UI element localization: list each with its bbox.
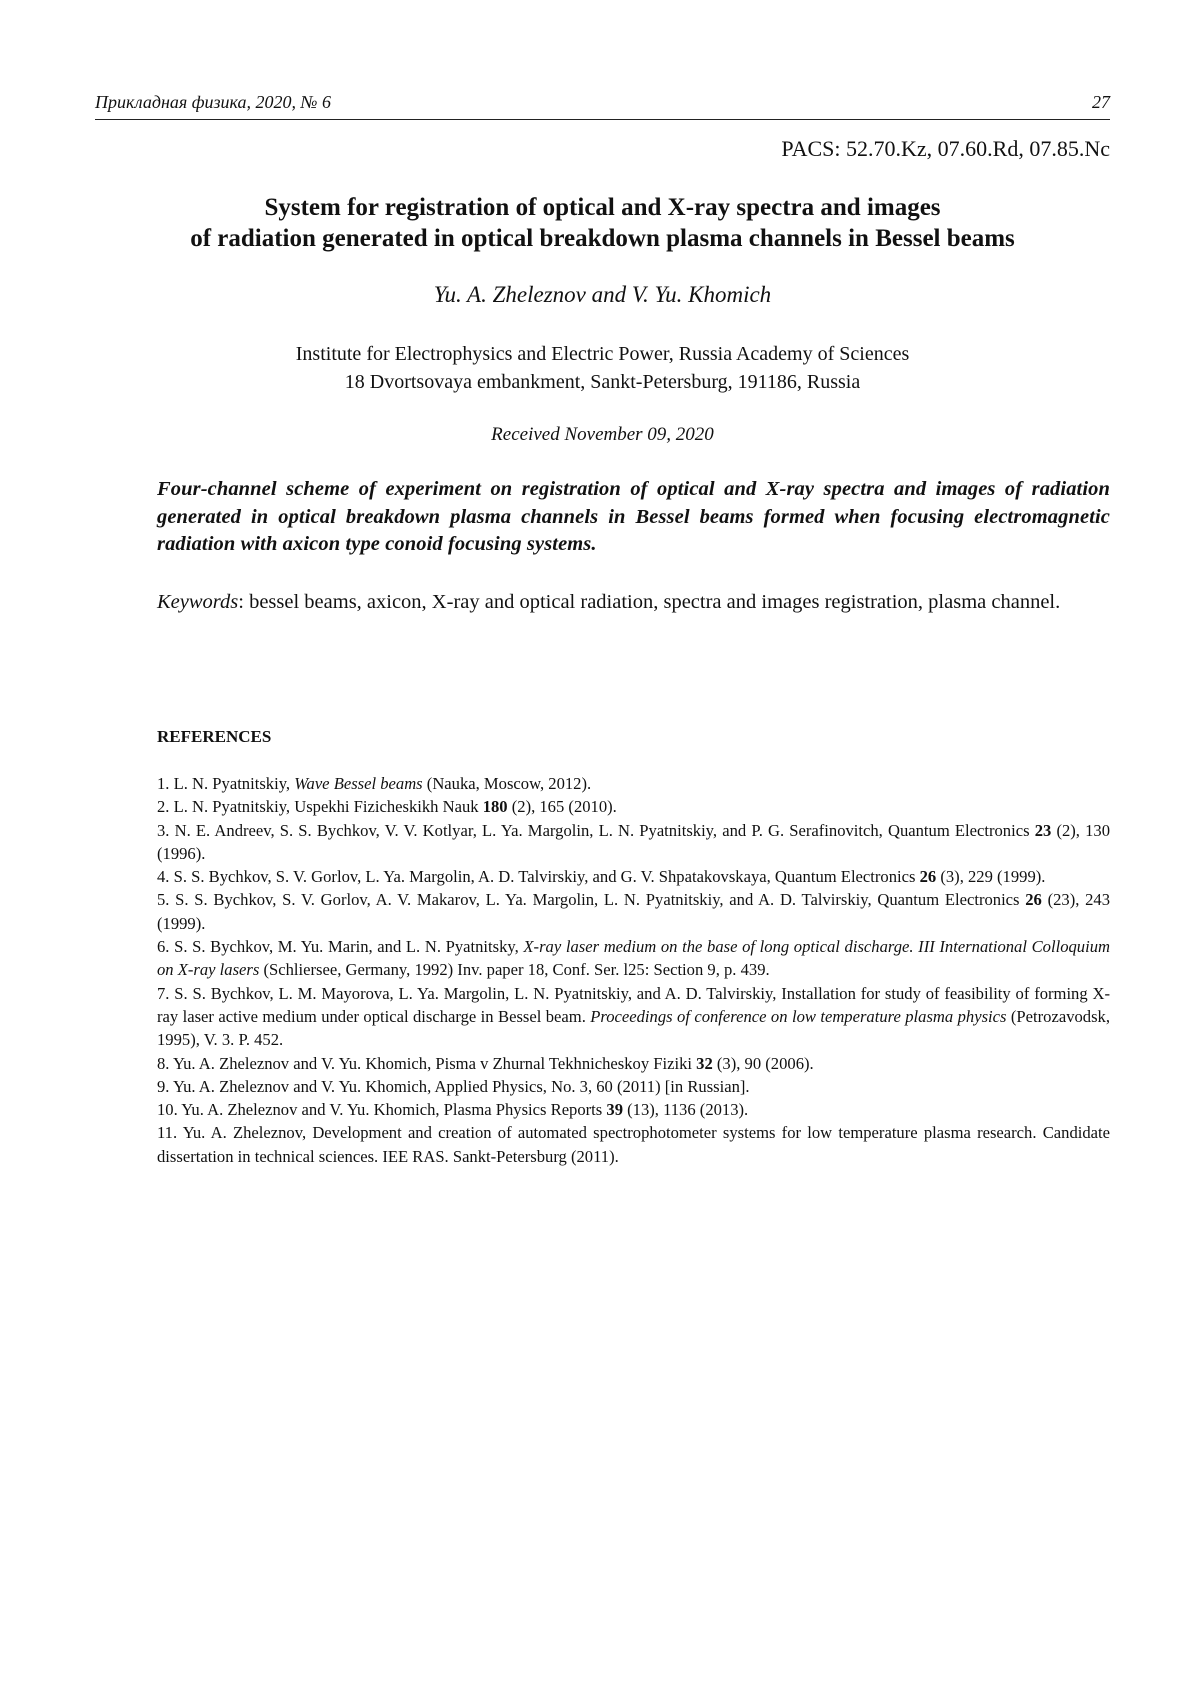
ref-text: (Petrozavodsk, 1995), V. 3. P. 452. — [157, 1006, 1110, 1050]
ref-italic: Wave Bessel beams — [294, 774, 423, 793]
title-line-1: System for registration of optical and X-ray spectra and images — [264, 194, 941, 221]
ref-text: 2. L. N. Pyatnitskiy, Uspekhi Fizicheskikh Nauk — [157, 797, 483, 817]
keywords-text: : bessel beams, axicon, X-ray and optical radiation, spectra and images registration, plasma channel. — [238, 591, 1061, 613]
keywords — [157, 588, 1110, 617]
ref-text: (2), 130 (1996). — [157, 820, 1110, 863]
ref-text: (13), 1136 (2013). — [622, 1100, 749, 1120]
ref-text: 1. L. N. Pyatnitskiy, — [157, 774, 295, 793]
references-heading: REFERENCES — [157, 727, 272, 746]
journal-name: Прикладная физика, 2020, № 6 — [95, 92, 331, 112]
ref-volume: 26 — [1025, 890, 1042, 910]
ref-text: (3), 90 (2006). — [712, 1053, 814, 1073]
reference-item — [157, 865, 1110, 888]
pacs-codes: PACS: 52.70.Kz, 07.60.Rd, 07.85.Nc — [781, 136, 1110, 161]
paper-title — [95, 192, 1110, 254]
reference-item — [157, 1098, 1110, 1121]
ref-text: (2), 165 (2010). — [507, 797, 617, 817]
authors: Yu. A. Zheleznov and V. Yu. Khomich — [433, 282, 772, 307]
ref-text: 10. Yu. A. Zheleznov and V. Yu. Khomich, Plasma Physics Reports — [157, 1100, 607, 1120]
reference-item — [157, 772, 1110, 795]
reference-item — [157, 888, 1110, 935]
ref-volume: 26 — [919, 867, 937, 887]
keywords-label: Keywords — [157, 591, 239, 613]
abstract: Four-channel scheme of experiment on registration of optical and X-ray spectra and images of radiation generated in optical breakdown plasma channels in Bessel beams formed when focusing electromagnetic radiation with axicon type conoid focusing systems. — [157, 478, 1110, 555]
ref-italic: Proceedings of conference on low temperature plasma physics — [590, 1006, 1007, 1026]
ref-text: 7. S. S. Bychkov, L. M. Mayorova, L. Ya. Margolin, L. N. Pyatnitskiy, and A. D. Talvirskiy, Installation for study of feasibility of forming X-ray laser active medium under optical discharge in Bessel beam. — [157, 983, 1110, 1026]
affiliation-line-1: Institute for Electrophysics and Electric Power, Russia Academy of Sciences — [295, 343, 910, 365]
reference-item — [157, 795, 1110, 818]
ref-volume: 39 — [606, 1100, 623, 1120]
ref-text: (23), 243 (1999). — [157, 890, 1111, 933]
reference-item — [157, 1121, 1110, 1168]
reference-item — [157, 982, 1110, 1052]
reference-item — [157, 819, 1110, 866]
ref-volume: 180 — [482, 797, 508, 817]
title-line-2: of radiation generated in optical breakdown plasma channels in Bessel beams — [190, 225, 1015, 252]
ref-text: 8. Yu. A. Zheleznov and V. Yu. Khomich, Pisma v Zhurnal Tekhnicheskoy Fiziki — [157, 1053, 697, 1073]
ref-text: 9. Yu. A. Zheleznov and V. Yu. Khomich, Applied Physics, No. 3, 60 (2011) [in Russian]. — [157, 1076, 750, 1096]
ref-text: (Nauka, Moscow, 2012). — [422, 774, 592, 793]
affiliation — [95, 340, 1110, 396]
running-header — [95, 92, 1110, 120]
ref-volume: 23 — [1034, 820, 1052, 840]
affiliation-line-2: 18 Dvortsovaya embankment, Sankt-Petersburg, 191186, Russia — [344, 371, 861, 393]
reference-item — [157, 1052, 1110, 1075]
ref-text: 11. Yu. A. Zheleznov, Development and creation of automated spectrophotometer systems for low temperature plasma research. Candidate dissertation in technical sciences. IEE RAS. Sankt-Petersburg (2011). — [157, 1123, 1110, 1166]
references-list — [157, 772, 1110, 1168]
reference-item — [157, 935, 1110, 982]
page-number: 27 — [1092, 92, 1110, 112]
ref-text: (3), 229 (1999). — [936, 867, 1046, 887]
ref-volume: 32 — [696, 1053, 713, 1073]
ref-text: 6. S. S. Bychkov, M. Yu. Marin, and L. N. Pyatnitsky, — [157, 937, 524, 957]
ref-text: 4. S. S. Bychkov, S. V. Gorlov, L. Ya. Margolin, A. D. Talvirskiy, and G. V. Shpatakovskaya, Quantum Electronics — [157, 867, 920, 887]
reference-item — [157, 1075, 1110, 1098]
ref-italic: X-ray laser medium on the base of long optical discharge. III International Colloquium on X-ray lasers — [157, 937, 1110, 980]
ref-text: 5. S. S. Bychkov, S. V. Gorlov, A. V. Makarov, L. Ya. Margolin, L. N. Pyatnitskiy, and A. D. Talvirskiy, Quantum Electronics — [157, 890, 1026, 910]
received-date: Received November 09, 2020 — [491, 424, 714, 445]
ref-text: (Schliersee, Germany, 1992) Inv. paper 18, Conf. Ser. l25: Section 9, p. 439. — [259, 960, 770, 980]
ref-text: 3. N. E. Andreev, S. S. Bychkov, V. V. Kotlyar, L. Ya. Margolin, L. N. Pyatnitskiy, and P. G. Serafinovitch, Quantum Electronics — [157, 820, 1035, 840]
